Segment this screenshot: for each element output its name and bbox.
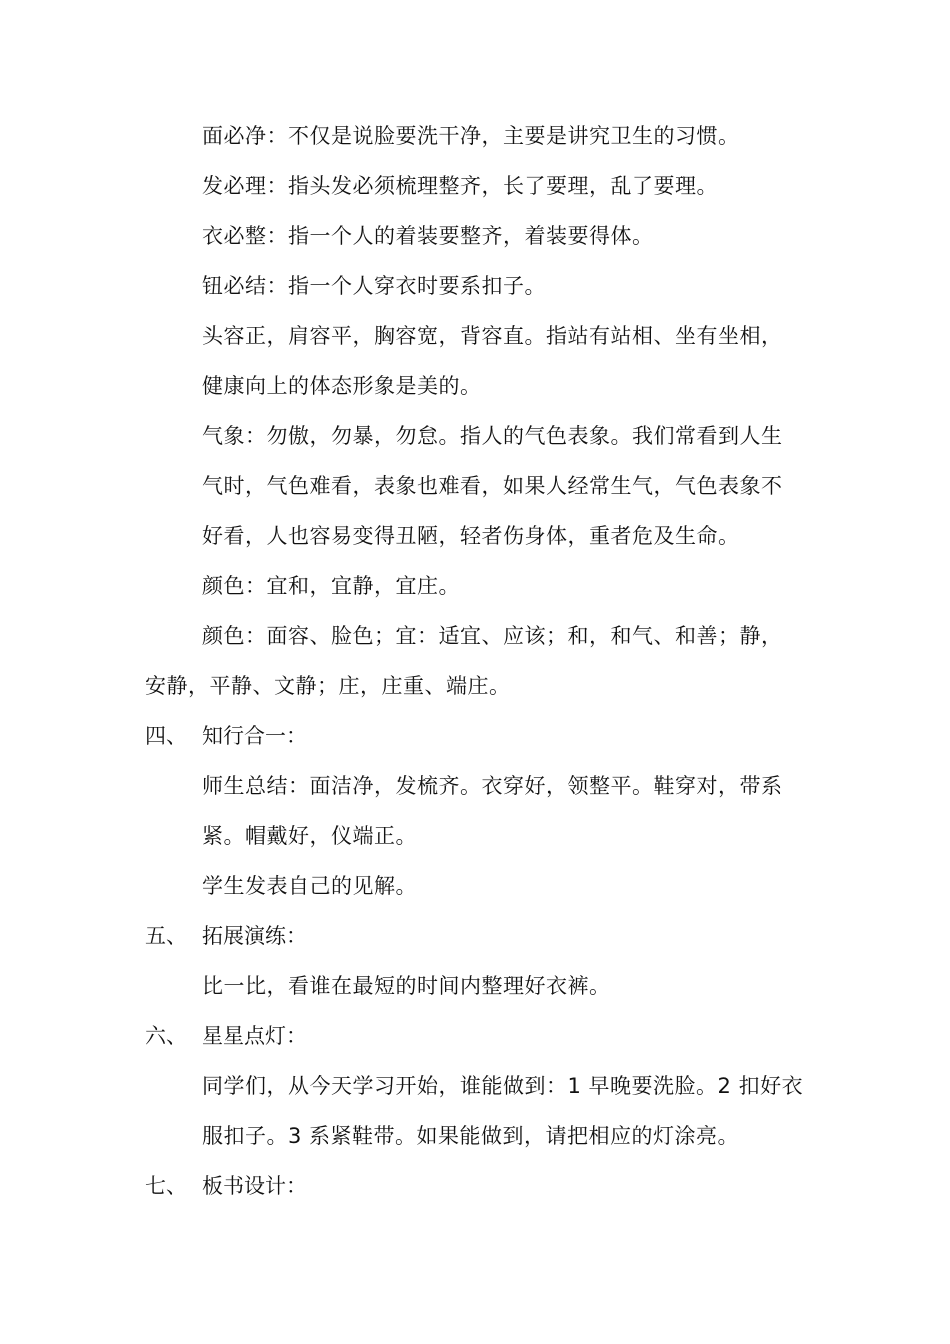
paragraph-clothes-neat: 衣必整：指一个人的着装要整齐，着装要得体。 [202,224,654,248]
section-number-seven: 七、 [145,1174,187,1198]
paragraph-posture-line2: 健康向上的体态形象是美的。 [202,374,482,398]
section-title-seven: 板书设计： [202,1174,307,1198]
summary-line1: 师生总结：面洁净，发梳齐。衣穿好，领整平。鞋穿对，带系 [202,774,783,798]
section-title-four: 知行合一： [202,724,307,748]
summary-line2: 紧。帽戴好，仪端正。 [202,824,417,848]
section-title-five: 拓展演练： [202,924,307,948]
paragraph-face-clean: 面必净：不仅是说脸要洗干净，主要是讲究卫生的习惯。 [202,124,740,148]
paragraph-buttons-fastened: 钮必结：指一个人穿衣时要系扣子。 [202,274,546,298]
star-lamp-line1: 同学们，从今天学习开始，谁能做到：1 早晚要洗脸。2 扣好衣 [202,1074,804,1098]
paragraph-countenance-explain-line2: 安静，平静、文静；庄，庄重、端庄。 [145,674,511,698]
practice-line: 比一比，看谁在最短的时间内整理好衣裤。 [202,974,611,998]
student-opinion-line: 学生发表自己的见解。 [202,874,417,898]
section-number-four: 四、 [145,724,187,748]
paragraph-countenance-explain-line1: 颜色：面容、脸色；宜：适宜、应该；和，和气、和善；静， [202,624,783,648]
section-number-five: 五、 [145,924,187,948]
paragraph-demeanor-line3: 好看，人也容易变得丑陋，轻者伤身体，重者危及生命。 [202,524,740,548]
paragraph-countenance: 颜色：宜和，宜静，宜庄。 [202,574,460,598]
paragraph-hair-tidy: 发必理：指头发必须梳理整齐，长了要理，乱了要理。 [202,174,718,198]
section-title-six: 星星点灯： [202,1024,307,1048]
paragraph-demeanor-line1: 气象：勿傲，勿暴，勿怠。指人的气色表象。我们常看到人生 [202,424,783,448]
paragraph-demeanor-line2: 气时，气色难看，表象也难看，如果人经常生气，气色表象不 [202,474,783,498]
section-number-six: 六、 [145,1024,187,1048]
star-lamp-line2: 服扣子。3 系紧鞋带。如果能做到，请把相应的灯涂亮。 [202,1124,740,1148]
paragraph-posture-line1: 头容正，肩容平，胸容宽，背容直。指站有站相、坐有坐相， [202,324,783,348]
